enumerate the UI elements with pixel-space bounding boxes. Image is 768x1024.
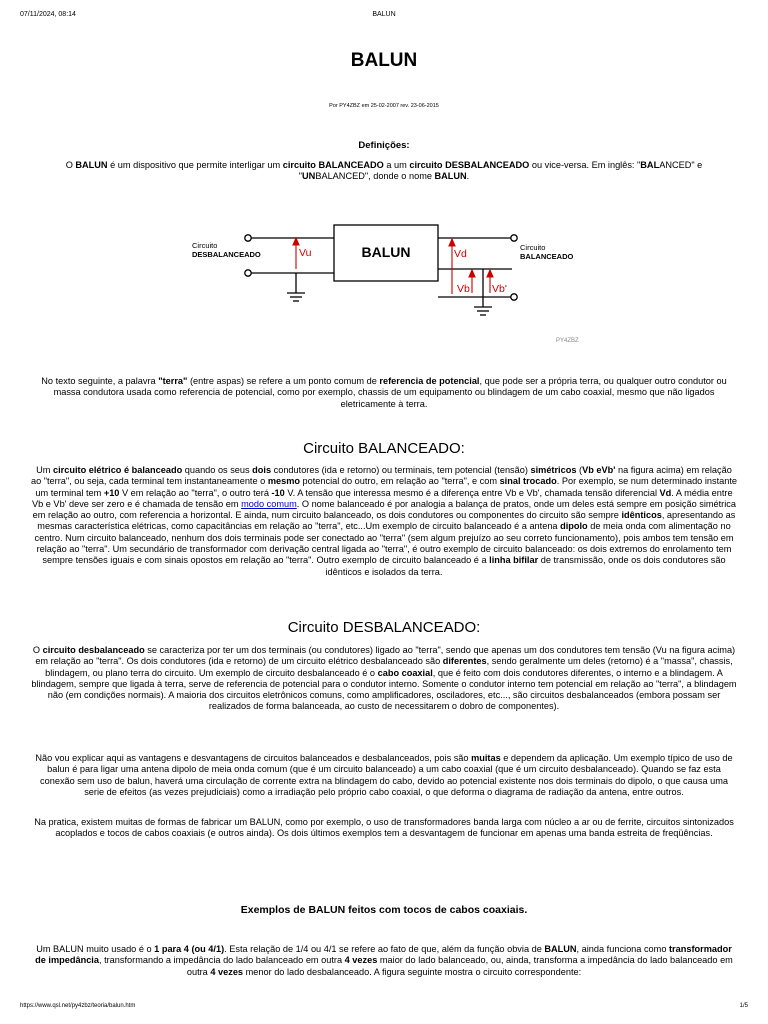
- exemplos-heading: Exemplos de BALUN feitos com tocos de cabos coaxiais.: [240, 904, 528, 916]
- print-page-number: 1/5: [739, 1003, 748, 1009]
- left-label-2: DESBALANCEADO: [192, 250, 261, 259]
- balanceado-heading: Circuito BALANCEADO:: [303, 440, 465, 457]
- desbalanceado-heading: Circuito DESBALANCEADO:: [287, 619, 481, 636]
- print-datetime: 07/11/2024, 08:14: [20, 11, 76, 18]
- balun-diagram: [0, 205, 768, 355]
- vb-label: Vb: [457, 283, 470, 295]
- definicoes-paragraph: O BALUN é um dispositivo que permite interligar um circuito BALANCEADO a um circuito DESBALANCEADO ou vice-versa. Em inglês: "BALANCED" e "UNBALANCED", donde o nome BALUN.: [65, 160, 703, 182]
- definicoes-heading: Definições:: [358, 140, 410, 151]
- balanceado-paragraph: Um circuito elétrico é balanceado quando os seus dois condutores (ida e retorno) ou terminais, tem potencial (tensão) simétricos (Vb eVb' na figura acima) em relação ao "terra", ou seja, cada terminal tem instantaneamente o mesmo potencial do outro, em relação ao "terra", e com sinal trocado. Por exemplo, se num determinado instante um terminal tem +10 V em relação ao "terra", o outro terá -10 V. A tensão que interessa mesmo é a diferença entre Vb e Vb', chamada tensão diferencial Vd. A média entre Vb e Vb' deve ser zero e é chamada de tensão em modo comum. O nome balanceado é por analogia a balança de pratos, onde um deles está sempre em posição simétrica em relação ao outro, com referencia a horizontal. E ainda, num circuito balanceado, os dois condutores ou componentes do circuito são sempre idênticos, apresentando as mesmas característica elétricas, como capacitâncias em relação ao "terra", etc...Um exemplo de circuito balanceado é a antena dipolo de meia onda com alimentação no centro. Num circuito balanceado, nenhum dos dois terminais pode ser conectado ao "terra" (sem algum prejuízo ao seu correto funcionamento), pois ambos tem tensão em relação ao "terra". Um secundário de transformador com derivação central ligada ao "terra", é outro exemplo de circuito balanceado: os dois extremos do enrolamento tem sempre tensões iguais e com sinais opostos em relação ao "terra". Outro exemplo de circuito balanceado é a linha bifilar de transmissão, onde os dois condutores são idênticos e isolados da terra.: [30, 465, 738, 577]
- vu-label: Vu: [299, 247, 312, 259]
- vb2-label: Vb': [492, 283, 507, 295]
- desbalanceado-paragraph: O circuito desbalanceado se caracteriza por ter um dos terminais (ou condutores) ligado ao "terra", sendo que apenas um dos condutores tem tensão (Vu na figura acima) em relação ao "terra". Os dois condutores (ida e retorno) de um circuito elétrico desbalanceado são diferentes, sendo geralmente um deles (retorno) é a "massa", chassis, blindagem, ou plano terra do circuito. Um exemplo de circuito desbalanceado é o cabo coaxial, que é feito com dois condutores diferentes, o interno e a blindagem. A blindagem, sempre que ligada à terra, serve de referencia de potencial para o condutor interno. Somente o condutor interno tem potencial em relação ao "terra", a blindagem não (em condições normais). A maioria dos circuitos eletrônicos comuns, como amplificadores, osciladores, etc..., são circuitos desbalanceados (embora possam ser realizados de forma balanceada, ao custo de necessitarem o dobro de componentes).: [31, 645, 737, 712]
- vd-label: Vd: [454, 248, 467, 260]
- box-label: BALUN: [361, 244, 411, 260]
- byline: Por PY4ZBZ em 25-02-2007 rev. 23-06-2015: [329, 103, 439, 109]
- exemplos-paragraph: Um BALUN muito usado é o 1 para 4 (ou 4/1). Esta relação de 1/4 ou 4/1 se refere ao fato de que, além da função obvia de BALUN, ainda funciona como transformador de impedância, transformando a impedância do lado balanceado em outra 4 vezes maior do lado balanceado, ou, ainda, transforma a impedância do lado balanceado em outra 4 vezes menor do lado desbalanceado. A figura seguinte mostra o circuito correspondente:: [35, 944, 733, 977]
- page-title: BALUN: [350, 50, 418, 71]
- modo-comum-link[interactable]: modo comum: [241, 498, 297, 509]
- right-label-2: BALANCEADO: [520, 252, 574, 261]
- vantagens-paragraph: Não vou explicar aqui as vantagens e desvantagens de circuitos balanceados e desbalanceados, pois são muitas e dependem da aplicação. Um exemplo típico de uso de balun é para ligar uma antena dipolo de meia onda comum (que é um circuito balanceado) a um cabo coaxial (que é um circuito desbalanceado). Quando se faz esta conexão sem uso de balun, haverá uma circulação de corrente extra na blindagem do cabo, devido ao potencial existente nos dois terminais do dipolo, o que causa uma serie de efeitos (as vezes prejudiciais) como a irradiação pelo próprio cabo coaxial, o que deforma o diagrama de radiação da antena, entre outros.: [35, 753, 733, 797]
- print-title: BALUN: [372, 11, 396, 18]
- pratica-paragraph: Na pratica, existem muitas de formas de fabricar um BALUN, como por exemplo, o uso de transformadores banda larga com núcleo a ar ou de ferrite, circuitos sintonizados acoplados e tocos de cabos coaxiais (e outros ainda). Os dois últimos exemplos tem a desvantagem de funcionar em apenas uma banda estreita de freqüências.: [34, 817, 734, 839]
- terra-note: No texto seguinte, a palavra "terra" (entre aspas) se refere a um ponto comum de referencia de potencial, que pode ser a própria terra, ou qualquer outro condutor ou massa condutora usada como referencia de potencial, como por exemplo, chassis de um equipamento ou blindagem de um cabo coaxial, mesmo que não ligados eletricamente à terra.: [41, 376, 727, 409]
- diagram-credit: PY4ZBZ: [556, 338, 579, 344]
- print-url: https://www.qsl.net/py4zbz/teoria/balun.htm: [20, 1003, 136, 1009]
- right-label-1: Circuito: [520, 243, 546, 252]
- left-label-1: Circuito: [192, 241, 218, 250]
